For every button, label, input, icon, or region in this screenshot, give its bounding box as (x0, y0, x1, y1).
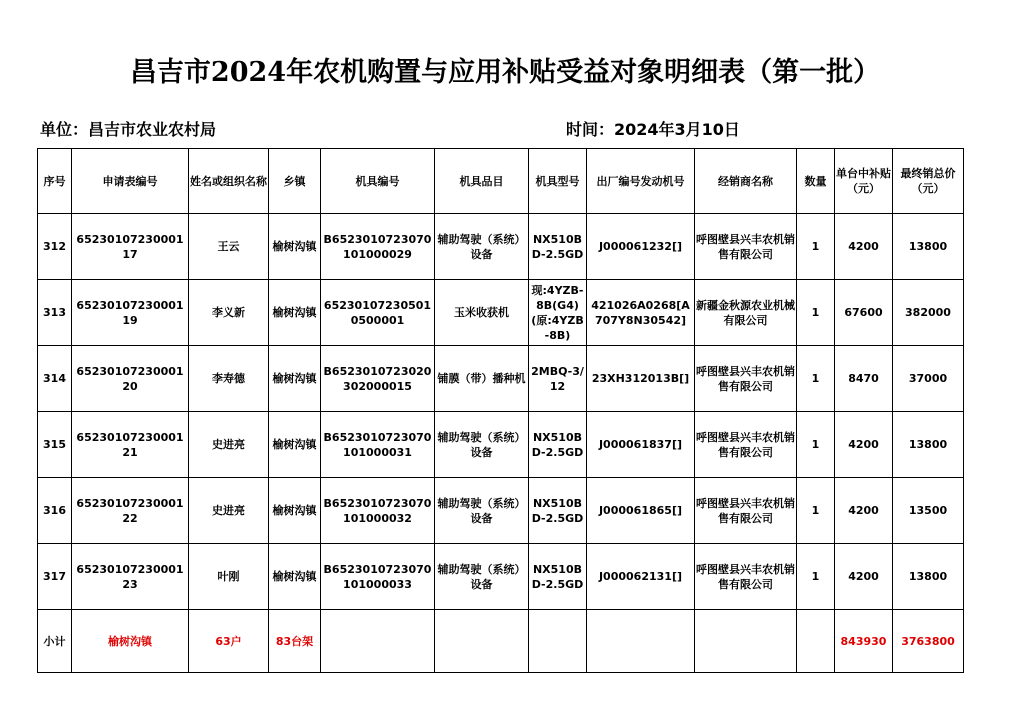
cell-qty: 1 (797, 214, 835, 280)
cell-model: NX510BD-2.5GD (529, 214, 587, 280)
cell-seq: 314 (38, 346, 72, 412)
cell-subsidy: 67600 (835, 280, 893, 346)
cell-qty: 1 (797, 544, 835, 610)
subtotal-households: 63户 (189, 610, 269, 673)
subtotal-price: 3763800 (893, 610, 964, 673)
header-cell: 单台中补贴（元） (835, 149, 893, 214)
header-cell: 数量 (797, 149, 835, 214)
header-cell: 机具品目 (435, 149, 529, 214)
cell-machine-no: B6523010723070101000032 (321, 478, 435, 544)
cell-category: 辅助驾驶（系统）设备 (435, 544, 529, 610)
header-cell: 申请表编号 (72, 149, 189, 214)
cell-serial: J000061837[] (587, 412, 695, 478)
cell-town: 榆树沟镇 (269, 412, 321, 478)
cell-category: 玉米收获机 (435, 280, 529, 346)
cell-machine-no: B6523010723070101000031 (321, 412, 435, 478)
document-title: 昌吉市2024年农机购置与应用补贴受益对象明细表（第一批） (129, 57, 881, 88)
cell-subsidy: 8470 (835, 346, 893, 412)
cell-subsidy: 4200 (835, 478, 893, 544)
cell-category: 铺膜（带）播种机 (435, 346, 529, 412)
empty-cell (529, 610, 587, 673)
cell-subsidy: 4200 (835, 412, 893, 478)
cell-name: 王云 (189, 214, 269, 280)
cell-price: 13500 (893, 478, 964, 544)
subtotal-row (38, 610, 964, 673)
cell-town: 榆树沟镇 (269, 214, 321, 280)
subtotal-subsidy: 843930 (835, 610, 893, 673)
cell-dealer: 呼图壁县兴丰农机销售有限公司 (695, 544, 797, 610)
cell-model: NX510BD-2.5GD (529, 478, 587, 544)
cell-town: 榆树沟镇 (269, 544, 321, 610)
cell-qty: 1 (797, 412, 835, 478)
header-cell: 经销商名称 (695, 149, 797, 214)
header-cell: 最终销总价（元） (893, 149, 964, 214)
table-row (38, 544, 964, 610)
empty-cell (587, 610, 695, 673)
header-cell: 序号 (38, 149, 72, 214)
subtotal-machines: 83台架 (269, 610, 321, 673)
cell-application-no: 6523010723000121 (72, 412, 189, 478)
cell-serial: J000061865[] (587, 478, 695, 544)
cell-dealer: 呼图壁县兴丰农机销售有限公司 (695, 412, 797, 478)
cell-application-no: 6523010723000123 (72, 544, 189, 610)
cell-price: 382000 (893, 280, 964, 346)
cell-serial: J000061232[] (587, 214, 695, 280)
cell-category: 辅助驾驶（系统）设备 (435, 478, 529, 544)
empty-cell (797, 610, 835, 673)
cell-serial: J000062131[] (587, 544, 695, 610)
cell-seq: 313 (38, 280, 72, 346)
cell-serial: 421026A0268[A707Y8N30542] (587, 280, 695, 346)
cell-application-no: 6523010723000122 (72, 478, 189, 544)
header-cell: 机具型号 (529, 149, 587, 214)
cell-dealer: 呼图壁县兴丰农机销售有限公司 (695, 214, 797, 280)
cell-price: 37000 (893, 346, 964, 412)
cell-seq: 316 (38, 478, 72, 544)
table-row (38, 412, 964, 478)
cell-name: 史进亮 (189, 412, 269, 478)
table-row (38, 478, 964, 544)
cell-seq: 317 (38, 544, 72, 610)
cell-price: 13800 (893, 412, 964, 478)
cell-application-no: 6523010723000119 (72, 280, 189, 346)
cell-seq: 312 (38, 214, 72, 280)
cell-name: 李义新 (189, 280, 269, 346)
cell-town: 榆树沟镇 (269, 346, 321, 412)
table-row (38, 346, 964, 412)
cell-dealer: 呼图壁县兴丰农机销售有限公司 (695, 346, 797, 412)
header-row (38, 149, 964, 214)
header-cell: 乡镇 (269, 149, 321, 214)
cell-model: 2MBQ-3/12 (529, 346, 587, 412)
cell-machine-no: B6523010723020302000015 (321, 346, 435, 412)
cell-price: 13800 (893, 214, 964, 280)
cell-machine-no: 652301072305010500001 (321, 280, 435, 346)
cell-name: 李寿德 (189, 346, 269, 412)
empty-cell (435, 610, 529, 673)
cell-category: 辅助驾驶（系统）设备 (435, 214, 529, 280)
cell-town: 榆树沟镇 (269, 478, 321, 544)
cell-dealer: 呼图壁县兴丰农机销售有限公司 (695, 478, 797, 544)
cell-application-no: 6523010723000117 (72, 214, 189, 280)
header-cell: 姓名或组织名称 (189, 149, 269, 214)
cell-serial: 23XH312013B[] (587, 346, 695, 412)
cell-town: 榆树沟镇 (269, 280, 321, 346)
cell-model: NX510BD-2.5GD (529, 412, 587, 478)
header-cell: 机具编号 (321, 149, 435, 214)
cell-qty: 1 (797, 280, 835, 346)
cell-dealer: 新疆金秋源农业机械有限公司 (695, 280, 797, 346)
date-label: 时间：2024年3月10日 (566, 120, 740, 139)
cell-category: 辅助驾驶（系统）设备 (435, 412, 529, 478)
cell-application-no: 6523010723000120 (72, 346, 189, 412)
cell-name: 史进亮 (189, 478, 269, 544)
cell-qty: 1 (797, 346, 835, 412)
cell-subsidy: 4200 (835, 214, 893, 280)
unit-label: 单位：昌吉市农业农村局 (40, 120, 217, 139)
cell-qty: 1 (797, 478, 835, 544)
subtotal-label: 小计 (38, 610, 72, 673)
cell-model: 现:4YZB-8B(G4)(原:4YZB-8B) (529, 280, 587, 346)
cell-subsidy: 4200 (835, 544, 893, 610)
cell-machine-no: B6523010723070101000033 (321, 544, 435, 610)
table-row (38, 214, 964, 280)
cell-name: 叶刚 (189, 544, 269, 610)
subtotal-town: 榆树沟镇 (72, 610, 189, 673)
cell-price: 13800 (893, 544, 964, 610)
subsidy-table (37, 148, 964, 673)
table-row (38, 280, 964, 346)
cell-machine-no: B6523010723070101000029 (321, 214, 435, 280)
header-cell: 出厂编号发动机号 (587, 149, 695, 214)
empty-cell (321, 610, 435, 673)
cell-model: NX510BD-2.5GD (529, 544, 587, 610)
empty-cell (695, 610, 797, 673)
cell-seq: 315 (38, 412, 72, 478)
